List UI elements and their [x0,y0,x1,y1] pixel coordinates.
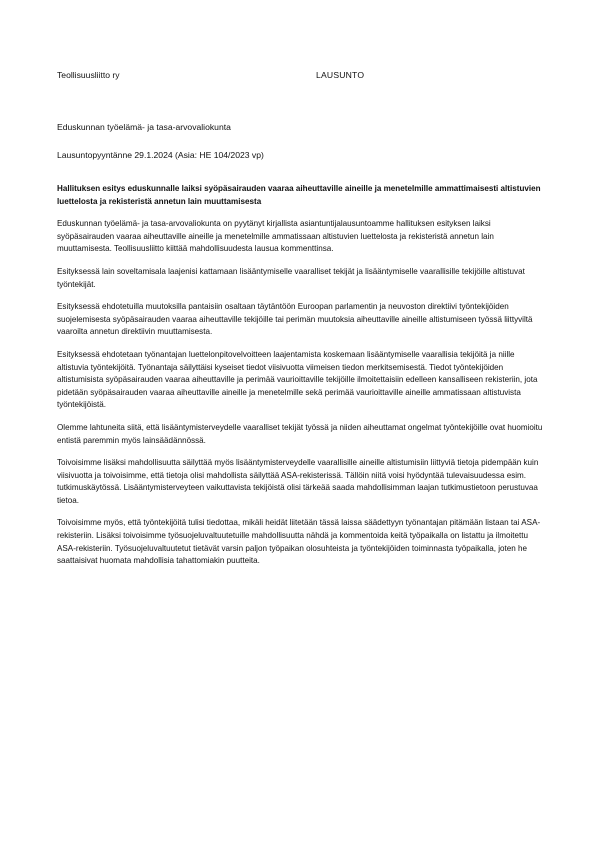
body-paragraph: Toivoisimme myös, että työntekijöitä tulisi tiedottaa, mikäli heidät liitetään tässä laissa säädettyyn työnantajan pitämään listaan tai ASA-rekisteriin. Lisäksi toivoisimme työsuojeluvaltuutetuille mahdollisuutta nähdä ja kommentoida keitä työpaikalla on listattu ja ilmoitettu ASA-rekisteriin. Työsuojeluvaltuutetut tietävät varsin paljon työpaikan olosuhteista ja työntekijöiden toiminnasta työpaikalla, joten he saattaisivat huomata mahdollisia tahattomiakin puutteita. [57,518,541,566]
recipient-line: Eduskunnan työelämä- ja tasa-arvovaliokunta [57,122,231,132]
request-reference-line: Lausuntopyyntänne 29.1.2024 (Asia: HE 104/2023 vp) [57,150,264,160]
body-paragraph: Eduskunnan työelämä- ja tasa-arvovaliokunta on pyytänyt kirjallista asiantuntijalausuntoamme hallituksen esityksen laiksi syöpäsairauden vaaraa aiheuttaville aineille ja menetelmille ammatissaan altistuvien luettelosta ja rekisteristä annetun lain muuttamisesta. Teollisuusliitto kiittää mahdollisuudesta lausua kommenttinsa. [57,219,494,254]
body-paragraph: Esityksessä lain soveltamisala laajenisi kattamaan lisääntymiselle vaaralliset tekijät ja lisääntymiselle vaarallisille tekijöille altistuvat työntekijät. [57,266,525,289]
body-paragraph: Esityksessä ehdotetaan työnantajan luettelonpitovelvoitteen laajentamista koskemaan lisääntymiselle vaarallisia tekijöitä ja niille altistuvia työntekijöitä. Työnantaja säilyttäisi kyseiset tiedot viisivuotta viimeisen tiedon merkitsemisestä. Tiedot työntekijöiden altistumisista syöpäsairauden vaaraa aiheuttaville ja perimää vaurioittaville tekijöille ilmoitettaisiin edelleen kansalliseen rekisteriin, jota pidetään syöpäsairauden vaaraa aiheuttaville aineille ja menetelmille sekä perimää vaurioittaville aineille ammatissaan altistuvista työntekijöistä. [57,349,538,410]
body-paragraph: Esityksessä ehdotetuilla muutoksilla pantaisiin osaltaan täytäntöön Euroopan parlamentin ja neuvoston direktiivi työntekijöiden suojelemisesta syöpäsairauden vaaraa aiheuttaville tekijöille tai perimän muutoksia aiheuttaville aineille altistumiseen työssä liittyviltä vaaroilta annetun direktiivin muuttamisesta. [57,302,533,337]
document-body [57,183,547,578]
document-title: Hallituksen esitys eduskunnalle laiksi syöpäsairauden vaaraa aiheuttaville aineille ja menetelmille ammattimaisesti altistuvien luettelosta ja rekisteristä annetun lain muuttamisesta [57,184,541,206]
document-type: LAUSUNTO [316,70,365,80]
body-paragraph: Olemme lahtuneita siitä, että lisääntymisterveydelle vaaralliset tekijät työssä ja niiden aiheuttamat ongelmat työntekijöille ovat huomioitu entistä paremmin myös lainsäädännössä. [57,422,543,445]
body-paragraph: Toivoisimme lisäksi mahdollisuutta säilyttää myös lisääntymisterveydelle vaarallisille aineille altistumisiin liittyviä tietoja pidempään kuin viisivuotta ja toivoisimme, että tietoja olisi mahdollista säilyttää ASA-rekisterissä. Tällöin niitä voisi hyödyntää tulevaisuudessa esim. tutkimuskäytössä. Lisääntymisterveyteen vaikuttavista tekijöistä olisi tärkeää saada mahdollisimman laajan tutkimustietoon perustuvaa tietoa. [57,458,539,505]
sender-organization: Teollisuusliitto ry [57,70,120,80]
